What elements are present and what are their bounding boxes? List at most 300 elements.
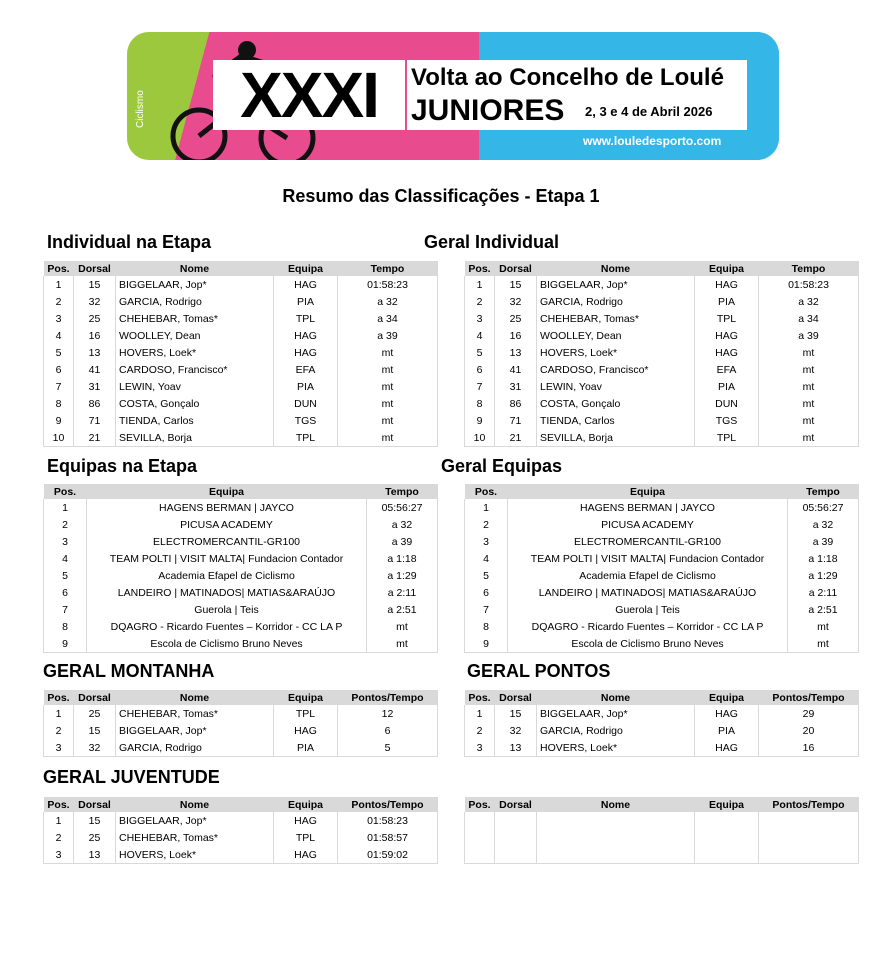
- table-equipas-etapa: [43, 484, 438, 653]
- table-row: [465, 635, 859, 653]
- event-banner: [127, 32, 779, 160]
- col-pontos: Pontos/Tempo: [759, 690, 859, 705]
- col-tempo: Tempo: [367, 484, 438, 499]
- col-pos: Pos.: [44, 261, 74, 276]
- cell-dorsal: 13: [495, 344, 537, 361]
- table-row: [465, 846, 859, 864]
- cell-pos: 7: [44, 601, 87, 618]
- cell-pos: 1: [44, 276, 74, 293]
- cell-dorsal: 41: [74, 361, 116, 378]
- cell-tempo: 01:58:23: [759, 276, 859, 293]
- col-equipa: Equipa: [274, 797, 338, 812]
- cell-dorsal: 15: [495, 276, 537, 293]
- section-title-geral-juventude: GERAL JUVENTUDE: [43, 767, 220, 787]
- cell-pos: 1: [44, 705, 74, 722]
- cell-nome: CARDOSO, Francisco*: [116, 361, 274, 378]
- cell-tempo: mt: [759, 361, 859, 378]
- col-pos: Pos.: [465, 484, 508, 499]
- cell-nome: COSTA, Gonçalo: [116, 395, 274, 412]
- table-row: [44, 429, 438, 447]
- table-row: [44, 499, 438, 516]
- cell-pos: 9: [44, 412, 74, 429]
- table-row: [465, 601, 859, 618]
- cell-nome: [537, 812, 695, 829]
- cell-equipa: DQAGRO - Ricardo Fuentes – Korridor - CC LA P: [87, 618, 367, 635]
- cell-pos: 4: [44, 327, 74, 344]
- section-title-equipas-etapa: Equipas na Etapa: [47, 456, 198, 476]
- table-row: [465, 739, 859, 757]
- table-row: [465, 550, 859, 567]
- cell-nome: HOVERS, Loek*: [116, 344, 274, 361]
- cell-dorsal: [495, 829, 537, 846]
- cell-dorsal: 32: [495, 722, 537, 739]
- cell-equipa: PICUSA ACADEMY: [87, 516, 367, 533]
- page-title: Resumo das Classificações - Etapa 1: [282, 186, 600, 206]
- cell-equipa: Guerola | Teis: [87, 601, 367, 618]
- cell-dorsal: 16: [74, 327, 116, 344]
- table-geral-juventude: [43, 797, 438, 864]
- col-equipa: Equipa: [87, 484, 367, 499]
- cell-equipa: Escola de Ciclismo Bruno Neves: [508, 635, 788, 653]
- table-geral-montanha: [43, 690, 438, 757]
- cell-tempo: a 39: [788, 533, 859, 550]
- col-tempo: Tempo: [759, 261, 859, 276]
- col-pos: Pos.: [465, 261, 495, 276]
- cell-equipa: PIA: [274, 293, 338, 310]
- cell-equipa: PIA: [695, 722, 759, 739]
- col-equipa: Equipa: [508, 484, 788, 499]
- cell-tempo: a 34: [338, 310, 438, 327]
- cell-nome: [537, 829, 695, 846]
- cell-pos: 3: [44, 739, 74, 757]
- cell-dorsal: 13: [495, 739, 537, 757]
- cell-dorsal: 71: [74, 412, 116, 429]
- col-tempo: Tempo: [338, 261, 438, 276]
- cell-pos: 2: [44, 722, 74, 739]
- table-row: [44, 705, 438, 722]
- table-empty: [464, 797, 859, 864]
- cell-dorsal: [495, 846, 537, 864]
- col-nome: Nome: [116, 797, 274, 812]
- cell-tempo: mt: [338, 344, 438, 361]
- cell-dorsal: 31: [74, 378, 116, 395]
- cell-tempo: 5: [338, 739, 438, 757]
- cell-tempo: mt: [788, 635, 859, 653]
- table-individual-etapa: [43, 261, 438, 447]
- table-row: [465, 395, 859, 412]
- cell-equipa: HAG: [695, 344, 759, 361]
- cell-equipa: EFA: [274, 361, 338, 378]
- col-nome: Nome: [116, 690, 274, 705]
- cell-tempo: 12: [338, 705, 438, 722]
- cell-dorsal: 32: [495, 293, 537, 310]
- cell-pos: 9: [44, 635, 87, 653]
- cell-tempo: a 2:51: [367, 601, 438, 618]
- cell-equipa: Guerola | Teis: [508, 601, 788, 618]
- cell-tempo: a 1:29: [788, 567, 859, 584]
- cell-tempo: 05:56:27: [788, 499, 859, 516]
- cell-equipa: PICUSA ACADEMY: [508, 516, 788, 533]
- cell-dorsal: 25: [74, 705, 116, 722]
- table-row: [44, 829, 438, 846]
- cell-equipa: PIA: [274, 378, 338, 395]
- cell-tempo: a 39: [759, 327, 859, 344]
- cell-dorsal: 15: [74, 722, 116, 739]
- cell-nome: CHEHEBAR, Tomas*: [116, 310, 274, 327]
- cell-equipa: [695, 812, 759, 829]
- cell-equipa: [695, 829, 759, 846]
- cell-dorsal: 86: [74, 395, 116, 412]
- cell-tempo: [759, 829, 859, 846]
- cell-nome: BIGGELAAR, Jop*: [537, 705, 695, 722]
- table-row: [465, 276, 859, 293]
- cell-equipa: ELECTROMERCANTIL-GR100: [87, 533, 367, 550]
- cell-pos: 8: [44, 395, 74, 412]
- cell-pos: 4: [44, 550, 87, 567]
- cell-pos: 3: [44, 310, 74, 327]
- cell-tempo: 01:58:57: [338, 829, 438, 846]
- col-pos: Pos.: [44, 484, 87, 499]
- col-pos: Pos.: [44, 797, 74, 812]
- cell-dorsal: 15: [74, 276, 116, 293]
- cell-tempo: 6: [338, 722, 438, 739]
- cell-equipa: TPL: [695, 310, 759, 327]
- cell-pos: [465, 829, 495, 846]
- section-title-geral-montanha: GERAL MONTANHA: [43, 661, 215, 681]
- cell-pos: 7: [44, 378, 74, 395]
- cell-nome: TIENDA, Carlos: [537, 412, 695, 429]
- cell-equipa: TGS: [695, 412, 759, 429]
- table-row: [44, 516, 438, 533]
- cell-equipa: TEAM POLTI | VISIT MALTA| Fundacion Contador: [508, 550, 788, 567]
- cell-pos: 2: [465, 293, 495, 310]
- cell-pos: 8: [465, 395, 495, 412]
- table-row: [44, 812, 438, 829]
- col-dorsal: Dorsal: [74, 690, 116, 705]
- cell-nome: HOVERS, Loek*: [537, 739, 695, 757]
- cell-nome: CHEHEBAR, Tomas*: [116, 705, 274, 722]
- cell-equipa: HAG: [274, 344, 338, 361]
- cell-equipa: Academia Efapel de Ciclismo: [508, 567, 788, 584]
- cell-equipa: TPL: [274, 310, 338, 327]
- cell-dorsal: 31: [495, 378, 537, 395]
- cell-equipa: PIA: [274, 739, 338, 757]
- cell-pos: 2: [44, 829, 74, 846]
- cell-tempo: mt: [759, 412, 859, 429]
- col-pontos: Pontos/Tempo: [338, 797, 438, 812]
- cell-equipa: HAGENS BERMAN | JAYCO: [87, 499, 367, 516]
- cell-pos: 5: [44, 567, 87, 584]
- cell-tempo: a 32: [367, 516, 438, 533]
- cell-equipa: HAG: [695, 327, 759, 344]
- cell-nome: WOOLLEY, Dean: [116, 327, 274, 344]
- cell-equipa: HAG: [695, 276, 759, 293]
- col-dorsal: Dorsal: [495, 797, 537, 812]
- table-row: [465, 378, 859, 395]
- cell-pos: [465, 812, 495, 829]
- cell-tempo: mt: [338, 361, 438, 378]
- cell-pos: 2: [44, 293, 74, 310]
- banner-subtitle: JUNIORES: [411, 94, 565, 127]
- cell-tempo: mt: [338, 395, 438, 412]
- table-row: [465, 829, 859, 846]
- cell-dorsal: 32: [74, 293, 116, 310]
- cell-pos: 6: [465, 361, 495, 378]
- cell-dorsal: 25: [495, 310, 537, 327]
- cell-pos: 1: [465, 499, 508, 516]
- col-dorsal: Dorsal: [74, 261, 116, 276]
- cell-pos: 4: [465, 327, 495, 344]
- cell-pos: 8: [44, 618, 87, 635]
- cell-nome: [537, 846, 695, 864]
- cell-tempo: a 32: [338, 293, 438, 310]
- cell-pos: 3: [465, 739, 495, 757]
- col-equipa: Equipa: [274, 261, 338, 276]
- col-equipa: Equipa: [695, 261, 759, 276]
- banner-side-text: Ciclismo: [135, 90, 146, 128]
- table-row: [465, 344, 859, 361]
- cell-equipa: HAG: [695, 705, 759, 722]
- col-dorsal: Dorsal: [74, 797, 116, 812]
- banner-edition: XXXI: [213, 60, 405, 130]
- cell-nome: BIGGELAAR, Jop*: [116, 722, 274, 739]
- cell-pos: 7: [465, 601, 508, 618]
- cell-tempo: mt: [788, 618, 859, 635]
- table-row: [44, 739, 438, 757]
- cell-pos: 2: [465, 516, 508, 533]
- cell-nome: HOVERS, Loek*: [537, 344, 695, 361]
- cell-equipa: DUN: [274, 395, 338, 412]
- banner-dates: 2, 3 e 4 de Abril 2026: [585, 104, 713, 119]
- table-row: [465, 705, 859, 722]
- cell-nome: HOVERS, Loek*: [116, 846, 274, 864]
- table-row: [465, 516, 859, 533]
- cell-dorsal: 86: [495, 395, 537, 412]
- table-geral-individual: [464, 261, 859, 447]
- cell-pos: 1: [44, 812, 74, 829]
- cell-nome: BIGGELAAR, Jop*: [116, 276, 274, 293]
- cell-nome: COSTA, Gonçalo: [537, 395, 695, 412]
- cell-nome: WOOLLEY, Dean: [537, 327, 695, 344]
- cell-equipa: PIA: [695, 378, 759, 395]
- table-row: [44, 293, 438, 310]
- cell-pos: 4: [465, 550, 508, 567]
- col-equipa: Equipa: [695, 797, 759, 812]
- cell-equipa: ELECTROMERCANTIL-GR100: [508, 533, 788, 550]
- cell-equipa: TEAM POLTI | VISIT MALTA| Fundacion Contador: [87, 550, 367, 567]
- table-row: [465, 412, 859, 429]
- cell-tempo: a 2:51: [788, 601, 859, 618]
- cell-nome: BIGGELAAR, Jop*: [537, 276, 695, 293]
- cell-pos: 5: [465, 567, 508, 584]
- table-row: [44, 412, 438, 429]
- cell-nome: CHEHEBAR, Tomas*: [537, 310, 695, 327]
- table-geral-pontos: [464, 690, 859, 757]
- col-pos: Pos.: [465, 690, 495, 705]
- cell-dorsal: 21: [74, 429, 116, 447]
- cell-tempo: mt: [759, 395, 859, 412]
- cell-tempo: a 32: [788, 516, 859, 533]
- col-pos: Pos.: [44, 690, 74, 705]
- cell-pos: 6: [465, 584, 508, 601]
- cell-pos: 5: [44, 344, 74, 361]
- cell-tempo: a 39: [367, 533, 438, 550]
- cell-equipa: HAGENS BERMAN | JAYCO: [508, 499, 788, 516]
- cell-nome: LEWIN, Yoav: [116, 378, 274, 395]
- cell-nome: BIGGELAAR, Jop*: [116, 812, 274, 829]
- cell-equipa: HAG: [274, 846, 338, 864]
- table-row: [44, 533, 438, 550]
- cell-pos: [465, 846, 495, 864]
- cell-dorsal: 71: [495, 412, 537, 429]
- table-row: [44, 846, 438, 864]
- col-pontos: Pontos/Tempo: [759, 797, 859, 812]
- table-row: [465, 327, 859, 344]
- cell-pos: 3: [465, 310, 495, 327]
- table-row: [44, 635, 438, 653]
- cell-equipa: [695, 846, 759, 864]
- banner-url: www.louledesporto.com: [583, 134, 722, 148]
- cell-tempo: 05:56:27: [367, 499, 438, 516]
- cell-equipa: HAG: [274, 812, 338, 829]
- col-nome: Nome: [537, 261, 695, 276]
- col-equipa: Equipa: [274, 690, 338, 705]
- cell-nome: TIENDA, Carlos: [116, 412, 274, 429]
- cell-equipa: TGS: [274, 412, 338, 429]
- cell-pos: 10: [465, 429, 495, 447]
- cell-equipa: Escola de Ciclismo Bruno Neves: [87, 635, 367, 653]
- table-row: [465, 293, 859, 310]
- table-row: [44, 601, 438, 618]
- cell-equipa: TPL: [695, 429, 759, 447]
- cell-tempo: 20: [759, 722, 859, 739]
- table-row: [465, 584, 859, 601]
- cell-tempo: mt: [367, 635, 438, 653]
- table-row: [44, 550, 438, 567]
- cell-tempo: mt: [759, 429, 859, 447]
- cell-pos: 3: [44, 846, 74, 864]
- table-row: [44, 310, 438, 327]
- cell-pos: 8: [465, 618, 508, 635]
- cell-equipa: DUN: [695, 395, 759, 412]
- cell-dorsal: 25: [74, 829, 116, 846]
- cell-equipa: DQAGRO - Ricardo Fuentes – Korridor - CC LA P: [508, 618, 788, 635]
- table-row: [44, 276, 438, 293]
- cell-tempo: a 1:29: [367, 567, 438, 584]
- table-row: [465, 722, 859, 739]
- banner-title: Volta ao Concelho de Loulé: [411, 64, 724, 91]
- table-row: [44, 618, 438, 635]
- cell-nome: CARDOSO, Francisco*: [537, 361, 695, 378]
- cell-nome: SEVILLA, Borja: [116, 429, 274, 447]
- table-row: [465, 499, 859, 516]
- cell-equipa: LANDEIRO | MATINADOS| MATIAS&ARAÚJO: [508, 584, 788, 601]
- cell-tempo: mt: [338, 412, 438, 429]
- cell-equipa: Academia Efapel de Ciclismo: [87, 567, 367, 584]
- cell-pos: 9: [465, 412, 495, 429]
- col-equipa: Equipa: [695, 690, 759, 705]
- cell-dorsal: 13: [74, 344, 116, 361]
- cell-pos: 5: [465, 344, 495, 361]
- cell-pos: 1: [44, 499, 87, 516]
- cell-pos: 9: [465, 635, 508, 653]
- table-row: [465, 812, 859, 829]
- cell-nome: LEWIN, Yoav: [537, 378, 695, 395]
- cell-nome: GARCIA, Rodrigo: [116, 739, 274, 757]
- cell-tempo: mt: [338, 378, 438, 395]
- cell-pos: 3: [465, 533, 508, 550]
- table-row: [44, 344, 438, 361]
- cell-tempo: [759, 846, 859, 864]
- section-title-individual-etapa: Individual na Etapa: [47, 232, 212, 252]
- cell-tempo: a 32: [759, 293, 859, 310]
- cell-dorsal: [495, 812, 537, 829]
- cell-tempo: mt: [367, 618, 438, 635]
- cell-dorsal: 41: [495, 361, 537, 378]
- cell-pos: 7: [465, 378, 495, 395]
- table-row: [465, 429, 859, 447]
- cell-equipa: TPL: [274, 705, 338, 722]
- cell-nome: CHEHEBAR, Tomas*: [116, 829, 274, 846]
- cell-dorsal: 15: [74, 812, 116, 829]
- cell-equipa: HAG: [274, 722, 338, 739]
- table-row: [44, 327, 438, 344]
- cell-tempo: 01:58:23: [338, 812, 438, 829]
- cell-dorsal: 32: [74, 739, 116, 757]
- cell-tempo: [759, 812, 859, 829]
- section-title-geral-equipas: Geral Equipas: [441, 456, 563, 476]
- cell-dorsal: 21: [495, 429, 537, 447]
- cell-tempo: a 34: [759, 310, 859, 327]
- banner-title-box: [407, 60, 747, 130]
- table-row: [465, 567, 859, 584]
- cell-pos: 2: [465, 722, 495, 739]
- table-row: [465, 533, 859, 550]
- table-row: [44, 567, 438, 584]
- cell-nome: GARCIA, Rodrigo: [116, 293, 274, 310]
- table-row: [44, 584, 438, 601]
- cell-tempo: a 1:18: [788, 550, 859, 567]
- cell-tempo: 29: [759, 705, 859, 722]
- cell-equipa: EFA: [695, 361, 759, 378]
- cell-nome: GARCIA, Rodrigo: [537, 293, 695, 310]
- cell-tempo: mt: [759, 344, 859, 361]
- cell-tempo: 01:58:23: [338, 276, 438, 293]
- cell-tempo: a 2:11: [788, 584, 859, 601]
- cell-tempo: a 2:11: [367, 584, 438, 601]
- col-nome: Nome: [537, 690, 695, 705]
- cell-pos: 6: [44, 584, 87, 601]
- table-row: [465, 361, 859, 378]
- cell-equipa: HAG: [274, 327, 338, 344]
- cell-tempo: mt: [759, 378, 859, 395]
- cell-pos: 1: [465, 276, 495, 293]
- cell-dorsal: 13: [74, 846, 116, 864]
- col-pos: Pos.: [465, 797, 495, 812]
- col-pontos: Pontos/Tempo: [338, 690, 438, 705]
- col-nome: Nome: [116, 261, 274, 276]
- cell-equipa: TPL: [274, 429, 338, 447]
- cell-tempo: 16: [759, 739, 859, 757]
- cell-pos: 10: [44, 429, 74, 447]
- section-title-geral-pontos: GERAL PONTOS: [467, 661, 611, 681]
- table-row: [465, 618, 859, 635]
- col-nome: Nome: [537, 797, 695, 812]
- cell-equipa: TPL: [274, 829, 338, 846]
- cell-pos: 3: [44, 533, 87, 550]
- cell-dorsal: 16: [495, 327, 537, 344]
- table-geral-equipas: [464, 484, 859, 653]
